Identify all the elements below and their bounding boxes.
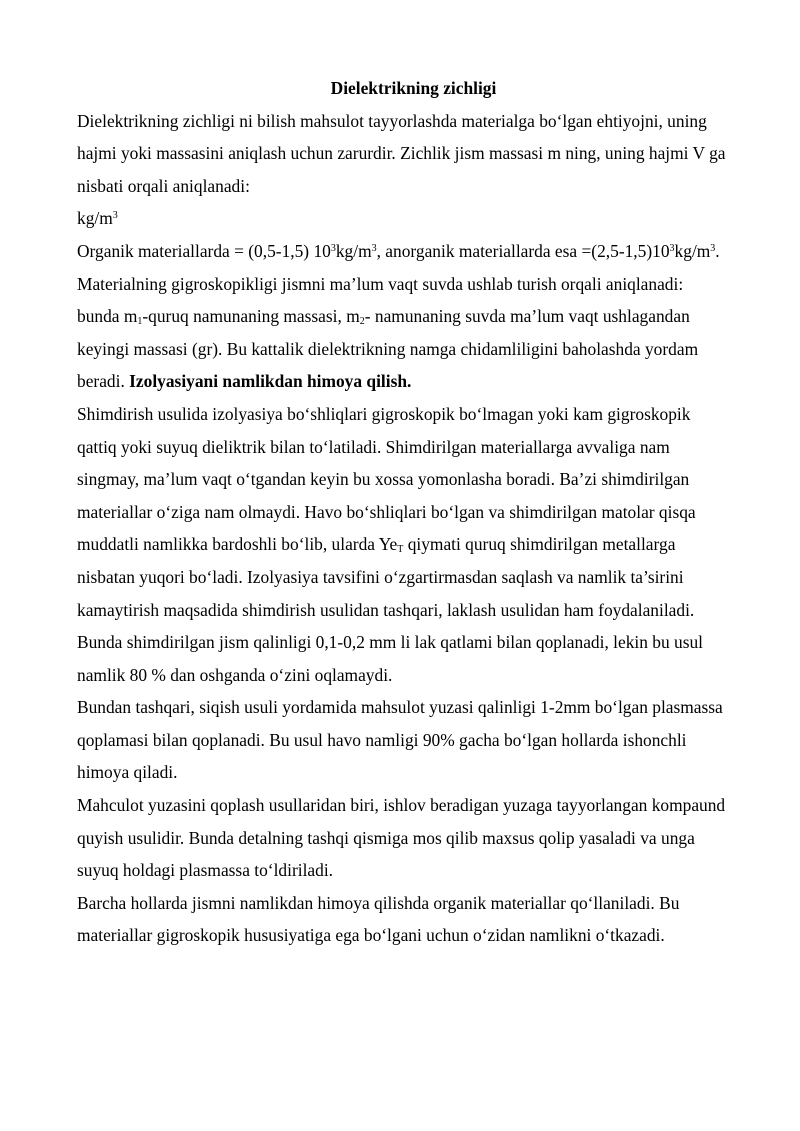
superscript-3: 3 bbox=[330, 242, 336, 254]
superscript-3: 3 bbox=[710, 242, 716, 254]
subscript-t: T bbox=[397, 544, 404, 556]
density-text-c: , anorganik materiallarda esa =(2,5-1,5)10 bbox=[376, 240, 670, 261]
subscript-1: 1 bbox=[137, 316, 143, 328]
paragraph-impregnation bbox=[77, 398, 732, 691]
mass-text-c: - namunaning suvda ma’lum vaqt ushlagandan keyingi massasi (gr). Bu kattalik dielektrikning namga chidamliligini baholashda yordam beradi. bbox=[77, 306, 699, 392]
superscript-3: 3 bbox=[112, 210, 118, 222]
density-text-d: kg/m bbox=[674, 240, 711, 261]
unit-text: kg/m bbox=[77, 208, 113, 229]
density-text-b: kg/m bbox=[335, 240, 372, 261]
paragraph-unit bbox=[77, 202, 732, 235]
impregnation-text-a: Shimdirish usulida izolyasiya bo‘shliqlari gigroskopik bo‘lmagan yoki kam gigroskopik qattiq yoki suyuq dieliktrik bilan to‘latiladi. Shimdirilgan materiallarga avvaliga nam singmay, ma’lum vaqt o‘tgandan keyin bu xossa yomonlasha boradi. Ba’zi shimdirilgan materiallar o‘ziga nam olmaydi. Havo bo‘shliqlari bo‘lgan va shimdirilgan matolar qisqa muddatli namlikka bardoshli bo‘lib, ularda Ye bbox=[77, 403, 696, 555]
density-text-a: Organik materiallarda = (0,5-1,5) 10 bbox=[77, 240, 331, 261]
mass-text-b: -quruq namunaning massasi, m bbox=[142, 306, 360, 327]
superscript-3: 3 bbox=[371, 242, 377, 254]
mass-text-a: bunda m bbox=[77, 306, 138, 327]
subscript-2: 2 bbox=[359, 316, 365, 328]
paragraph-pressing: Bundan tashqari, siqish usuli yordamida mahsulot yuzasi qalinligi 1-2mm bo‘lgan plasmassa qoplamasi bilan qoplanadi. Bu usul havo namligi 90% gacha bo‘lgan hollarda ishonchli himoya qiladi. bbox=[77, 697, 723, 783]
superscript-3: 3 bbox=[669, 242, 675, 254]
paragraph-compound: Mahculot yuzasini qoplash usullaridan biri, ishlov beradigan yuzaga tayyorlangan kompaund quyish usulidir. Bunda detalning tashqi qismiga mos qilib maxsus qolip yasaladi va unga suyuq holdagi plasmassa to‘ldiriladi. bbox=[77, 795, 726, 881]
paragraph-conclusion: Barcha hollarda jismni namlikdan himoya qilishda organik materiallar qo‘llaniladi. Bu materiallar gigroskopik hususiyatiga ega bo‘lgani uchun o‘zidan namlikni o‘tkazadi. bbox=[77, 892, 680, 946]
section-heading: Izolyasiyani namlikdan himoya qilish. bbox=[129, 371, 412, 392]
document-title: Dielektrikning zichligi bbox=[330, 78, 497, 98]
density-text-e: . Materialning gigroskopikligi jismni ma’lum vaqt suvda ushlab turish orqali aniqlanadi: bbox=[77, 240, 720, 294]
paragraph-density-values bbox=[77, 235, 732, 300]
impregnation-text-b: qiymati quruq shimdirilgan metallarga nisbatan yuqori bo‘ladi. Izolyasiya tavsifini o‘zgartirmasdan saqlash va namlik ta’sirini kamaytirish maqsadida shimdirish usulidan tashqari, laklash usulidan ham foydalaniladi. Bunda shimdirilgan jism qalinligi 0,1-0,2 mm li lak qatlami bilan qoplanadi, lekin bu usul namlik 80 % dan oshganda o‘zini oqlamaydi. bbox=[77, 534, 703, 685]
document-body bbox=[77, 72, 732, 952]
paragraph-intro: Dielektrikning zichligi ni bilish mahsulot tayyorlashda materialga bo‘lgan ehtiyojni, uning hajmi yoki massasini aniqlash uchun zarurdir. Zichlik jism massasi m ning, uning hajmi V ga nisbati orqali aniqlanadi: bbox=[77, 110, 726, 196]
paragraph-mass bbox=[77, 300, 732, 398]
